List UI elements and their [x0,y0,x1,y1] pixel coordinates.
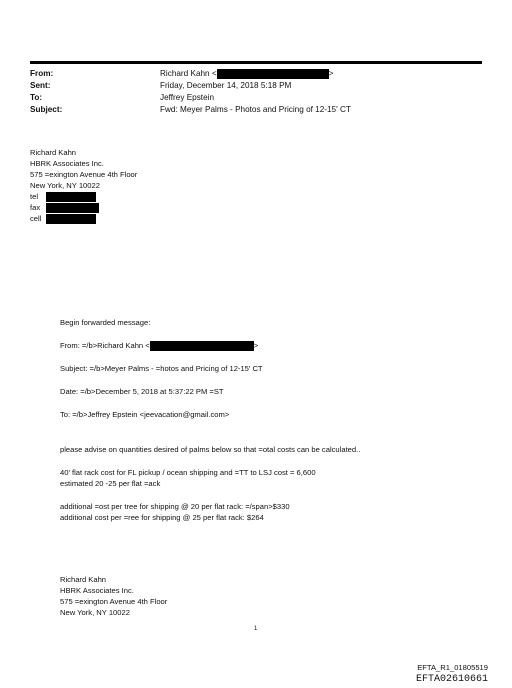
forward-subject-line: Subject: =/b>Meyer Palms - =hotos and Pricing of 12-15' CT [60,364,263,373]
forward-from-text: From: =/b>Richard Kahn < [60,341,150,350]
header-divider [30,61,482,64]
body-paragraph-2b: estimated 20 -25 per flat =ack [60,479,161,488]
from-label: From: [30,69,54,78]
to-value: Jeffrey Epstein [160,93,215,102]
forward-to-line: To: =/b>Jeffrey Epstein <jeevacation@gmail.com> [60,410,230,419]
redaction-block [150,341,254,351]
to-row [30,92,351,104]
sig-bottom-company: HBRK Associates Inc. [60,586,134,595]
bates-number-small: EFTA_R1_01805519 [417,663,488,672]
sig-bottom-address-1: 575 =exington Avenue 4th Floor [60,597,168,606]
signature-top [30,147,137,224]
body-paragraph-3a: additional =ost per tree for shipping @ 20 per flat rack: =/span>$330 [60,502,290,511]
forward-from-line [60,340,460,351]
sent-row [30,80,351,92]
tel-label: tel [30,192,39,201]
forward-intro: Begin forwarded message: [60,318,151,327]
sig-address-1: 575 =exington Avenue 4th Floor [30,170,138,179]
email-header [30,68,351,116]
forward-from-suffix: > [253,341,259,350]
redaction-block [217,69,329,79]
sig-bottom-address-2: New York, NY 10022 [60,608,130,617]
sig-bottom-name: Richard Kahn [60,575,107,584]
body-paragraph-1: please advise on quantities desired of palms below so that =otal costs can be calculated.. [60,445,361,454]
spacer [60,432,460,444]
redaction-block [46,192,96,202]
subject-row [30,104,351,116]
fax-label: fax [30,203,41,212]
from-value-group [160,68,333,80]
page-number: 1 [254,626,258,632]
cell-label: cell [30,214,42,223]
to-label: To: [30,93,43,102]
redaction-block [46,203,99,213]
forwarded-message [60,317,460,523]
bates-number-large: EFTA02610661 [415,674,488,685]
tel-row [30,191,137,202]
forward-date-line: Date: =/b>December 5, 2018 at 5:37:22 PM =ST [60,387,224,396]
subject-label: Subject: [30,105,63,114]
subject-value: Fwd: Meyer Palms - Photos and Pricing of 12-15' CT [160,105,351,114]
sent-value: Friday, December 14, 2018 5:18 PM [160,81,292,90]
body-paragraph-2a: 40' flat rack cost for FL pickup / ocean shipping and =TT to LSJ cost = 6,600 [60,468,316,477]
sig-name: Richard Kahn [30,148,77,157]
sig-company: HBRK Associates Inc. [30,159,104,168]
redaction-block [46,214,96,224]
signature-bottom [60,574,167,618]
cell-row [30,213,137,224]
from-row [30,68,351,80]
sent-label: Sent: [30,81,51,90]
body-paragraph-3b: additional cost per =ree for shipping @ 25 per flat rack: $264 [60,513,264,522]
from-value: Richard Kahn < [160,69,217,78]
from-suffix: > [328,69,334,78]
sig-address-2: New York, NY 10022 [30,181,100,190]
fax-row [30,202,137,213]
